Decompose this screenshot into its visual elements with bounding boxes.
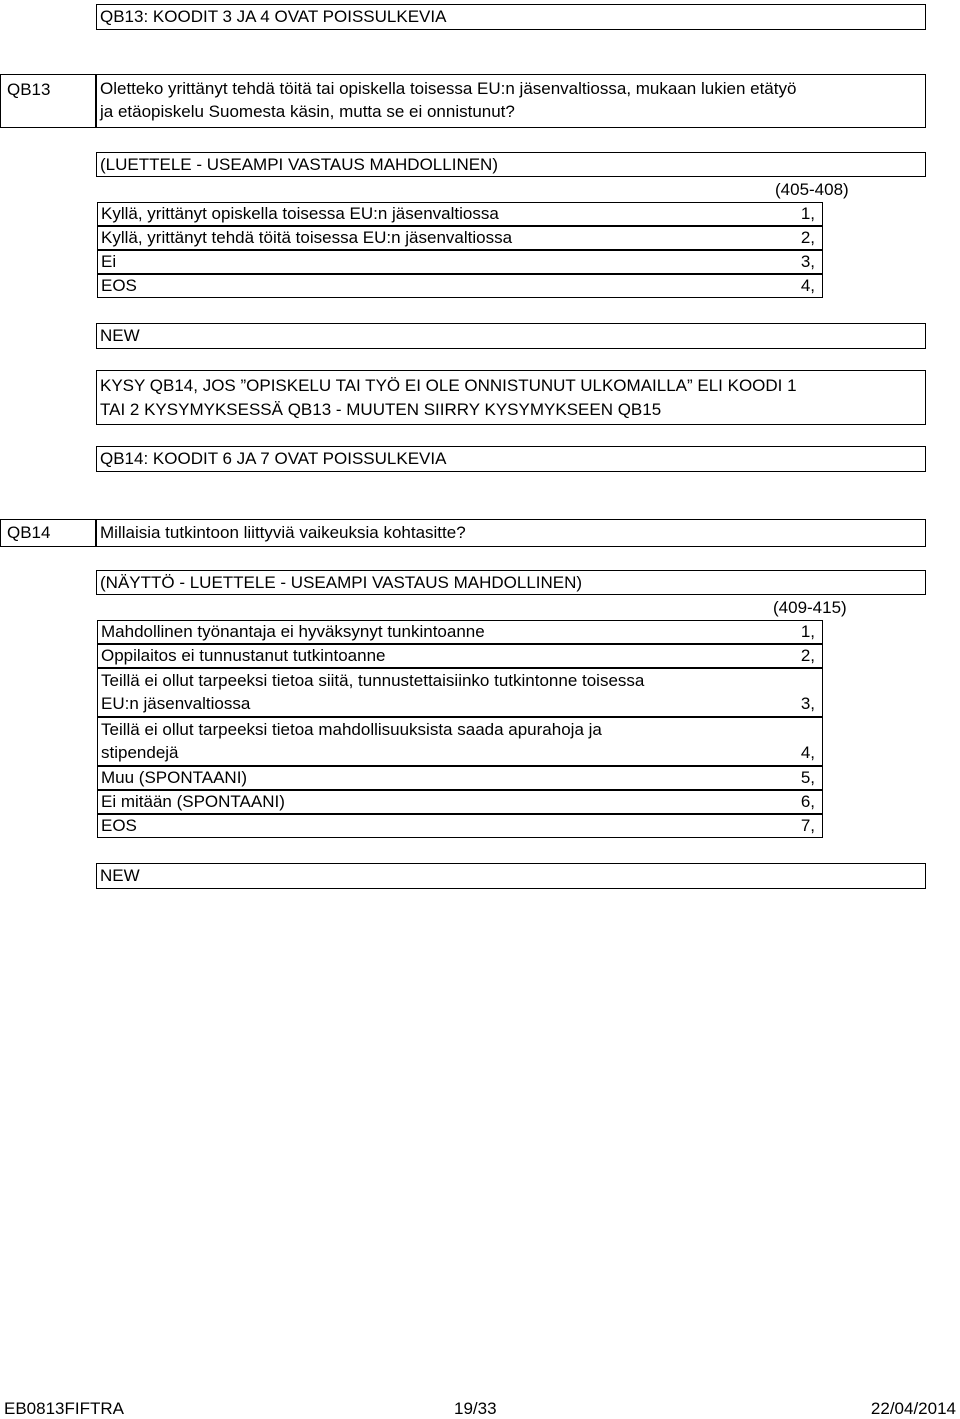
qb14-column-range: (409-415): [773, 598, 847, 617]
routing-note: [96, 370, 926, 425]
qb13-option-label: EOS: [97, 274, 823, 298]
qb14-option-3: [97, 668, 823, 717]
qb14-option-label-line-1: Teillä ei ollut tarpeeksi tietoa mahdollisuuksista saada apurahoja ja: [101, 720, 602, 739]
qb13-filter-header-text: QB13: KOODIT 3 JA 4 OVAT POISSULKEVIA: [100, 7, 447, 26]
qb14-option-code: 7,: [800, 816, 815, 835]
qb14-new-text: NEW: [100, 866, 140, 885]
qb14-filter-header: [96, 446, 926, 472]
qb13-instruction: [96, 152, 926, 177]
qb13-new-marker: [96, 323, 926, 349]
qb14-option-label: EOS: [97, 814, 823, 838]
qb14-option-code: 4,: [800, 743, 815, 762]
qb14-filter-header-text: QB14: KOODIT 6 JA 7 OVAT POISSULKEVIA: [100, 449, 447, 468]
qb14-option-2: [97, 644, 823, 668]
qb13-option-code: 2,: [800, 228, 815, 247]
qb13-option-3: [97, 250, 823, 274]
qb13-column-range: (405-408): [775, 180, 849, 199]
qb13-filter-header: [96, 4, 926, 30]
qb13-option-2: [97, 226, 823, 250]
qb13-option-1: [97, 202, 823, 226]
qb14-option-4: [97, 717, 823, 766]
qb13-option-code: 4,: [800, 276, 815, 295]
qb14-option-code: 1,: [800, 622, 815, 641]
qb14-option-label-line-2: stipendejä: [101, 743, 179, 762]
qb14-question-text: Millaisia tutkintoon liittyviä vaikeuksia kohtasitte?: [100, 523, 466, 542]
qb14-option-code: 3,: [800, 694, 815, 713]
qb14-option-label: Mahdollinen työnantaja ei hyväksynyt tunkintoanne: [97, 620, 823, 644]
qb13-question-line-1: Oletteko yrittänyt tehdä töitä tai opiskella toisessa EU:n jäsenvaltiossa, mukaan lukien etätyö: [100, 79, 797, 98]
qb14-option-1: [97, 620, 823, 644]
qb14-option-6: [97, 790, 823, 814]
qb14-option-code: 2,: [800, 646, 815, 665]
qb13-id-cell: [0, 74, 97, 128]
qb14-option-5: [97, 766, 823, 790]
qb14-option-code: 5,: [800, 768, 815, 787]
footer-doc-id: EB0813FIFTRA: [4, 1399, 124, 1418]
qb14-id: QB14: [7, 523, 51, 542]
qb13-option-code: 3,: [800, 252, 815, 271]
qb13-option-4: [97, 274, 823, 298]
qb13-id: QB13: [7, 80, 51, 99]
qb14-id-cell: [0, 519, 97, 547]
qb13-new-text: NEW: [100, 326, 140, 345]
routing-note-line-1: KYSY QB14, JOS ”OPISKELU TAI TYÖ EI OLE ONNISTUNUT ULKOMAILLA” ELI KOODI 1: [100, 376, 797, 395]
qb14-option-label: Ei mitään (SPONTAANI): [97, 790, 823, 814]
qb14-option-label-box: [97, 668, 823, 717]
qb14-option-label-line-2: EU:n jäsenvaltiossa: [101, 694, 251, 713]
qb13-option-label: Ei: [97, 250, 823, 274]
qb13-option-label: Kyllä, yrittänyt tehdä töitä toisessa EU:n jäsenvaltiossa: [97, 226, 823, 250]
qb14-question-cell: [95, 519, 926, 547]
qb13-option-code: 1,: [800, 204, 815, 223]
qb14-option-label: Oppilaitos ei tunnustanut tutkintoanne: [97, 644, 823, 668]
qb13-question-cell: [95, 74, 926, 128]
qb14-option-7: [97, 814, 823, 838]
footer-page-number: 19/33: [454, 1399, 497, 1418]
qb13-question-line-2: ja etäopiskelu Suomesta käsin, mutta se ei onnistunut?: [100, 102, 515, 121]
qb14-instruction-text: (NÄYTTÖ - LUETTELE - USEAMPI VASTAUS MAHDOLLINEN): [100, 573, 583, 592]
qb14-option-label-box: [97, 717, 823, 766]
qb14-new-marker: [96, 863, 926, 889]
footer-date: 22/04/2014: [870, 1399, 956, 1418]
qb13-instruction-text: (LUETTELE - USEAMPI VASTAUS MAHDOLLINEN): [100, 155, 498, 174]
qb14-option-label: Muu (SPONTAANI): [97, 766, 823, 790]
qb14-option-label-line-1: Teillä ei ollut tarpeeksi tietoa siitä, tunnustettaisiinko tutkintonne toisessa: [101, 671, 645, 690]
qb13-option-label: Kyllä, yrittänyt opiskella toisessa EU:n jäsenvaltiossa: [97, 202, 823, 226]
routing-note-line-2: TAI 2 KYSYMYKSESSÄ QB13 - MUUTEN SIIRRY KYSYMYKSEEN QB15: [100, 400, 662, 419]
qb14-instruction: [96, 570, 926, 595]
qb14-option-code: 6,: [800, 792, 815, 811]
